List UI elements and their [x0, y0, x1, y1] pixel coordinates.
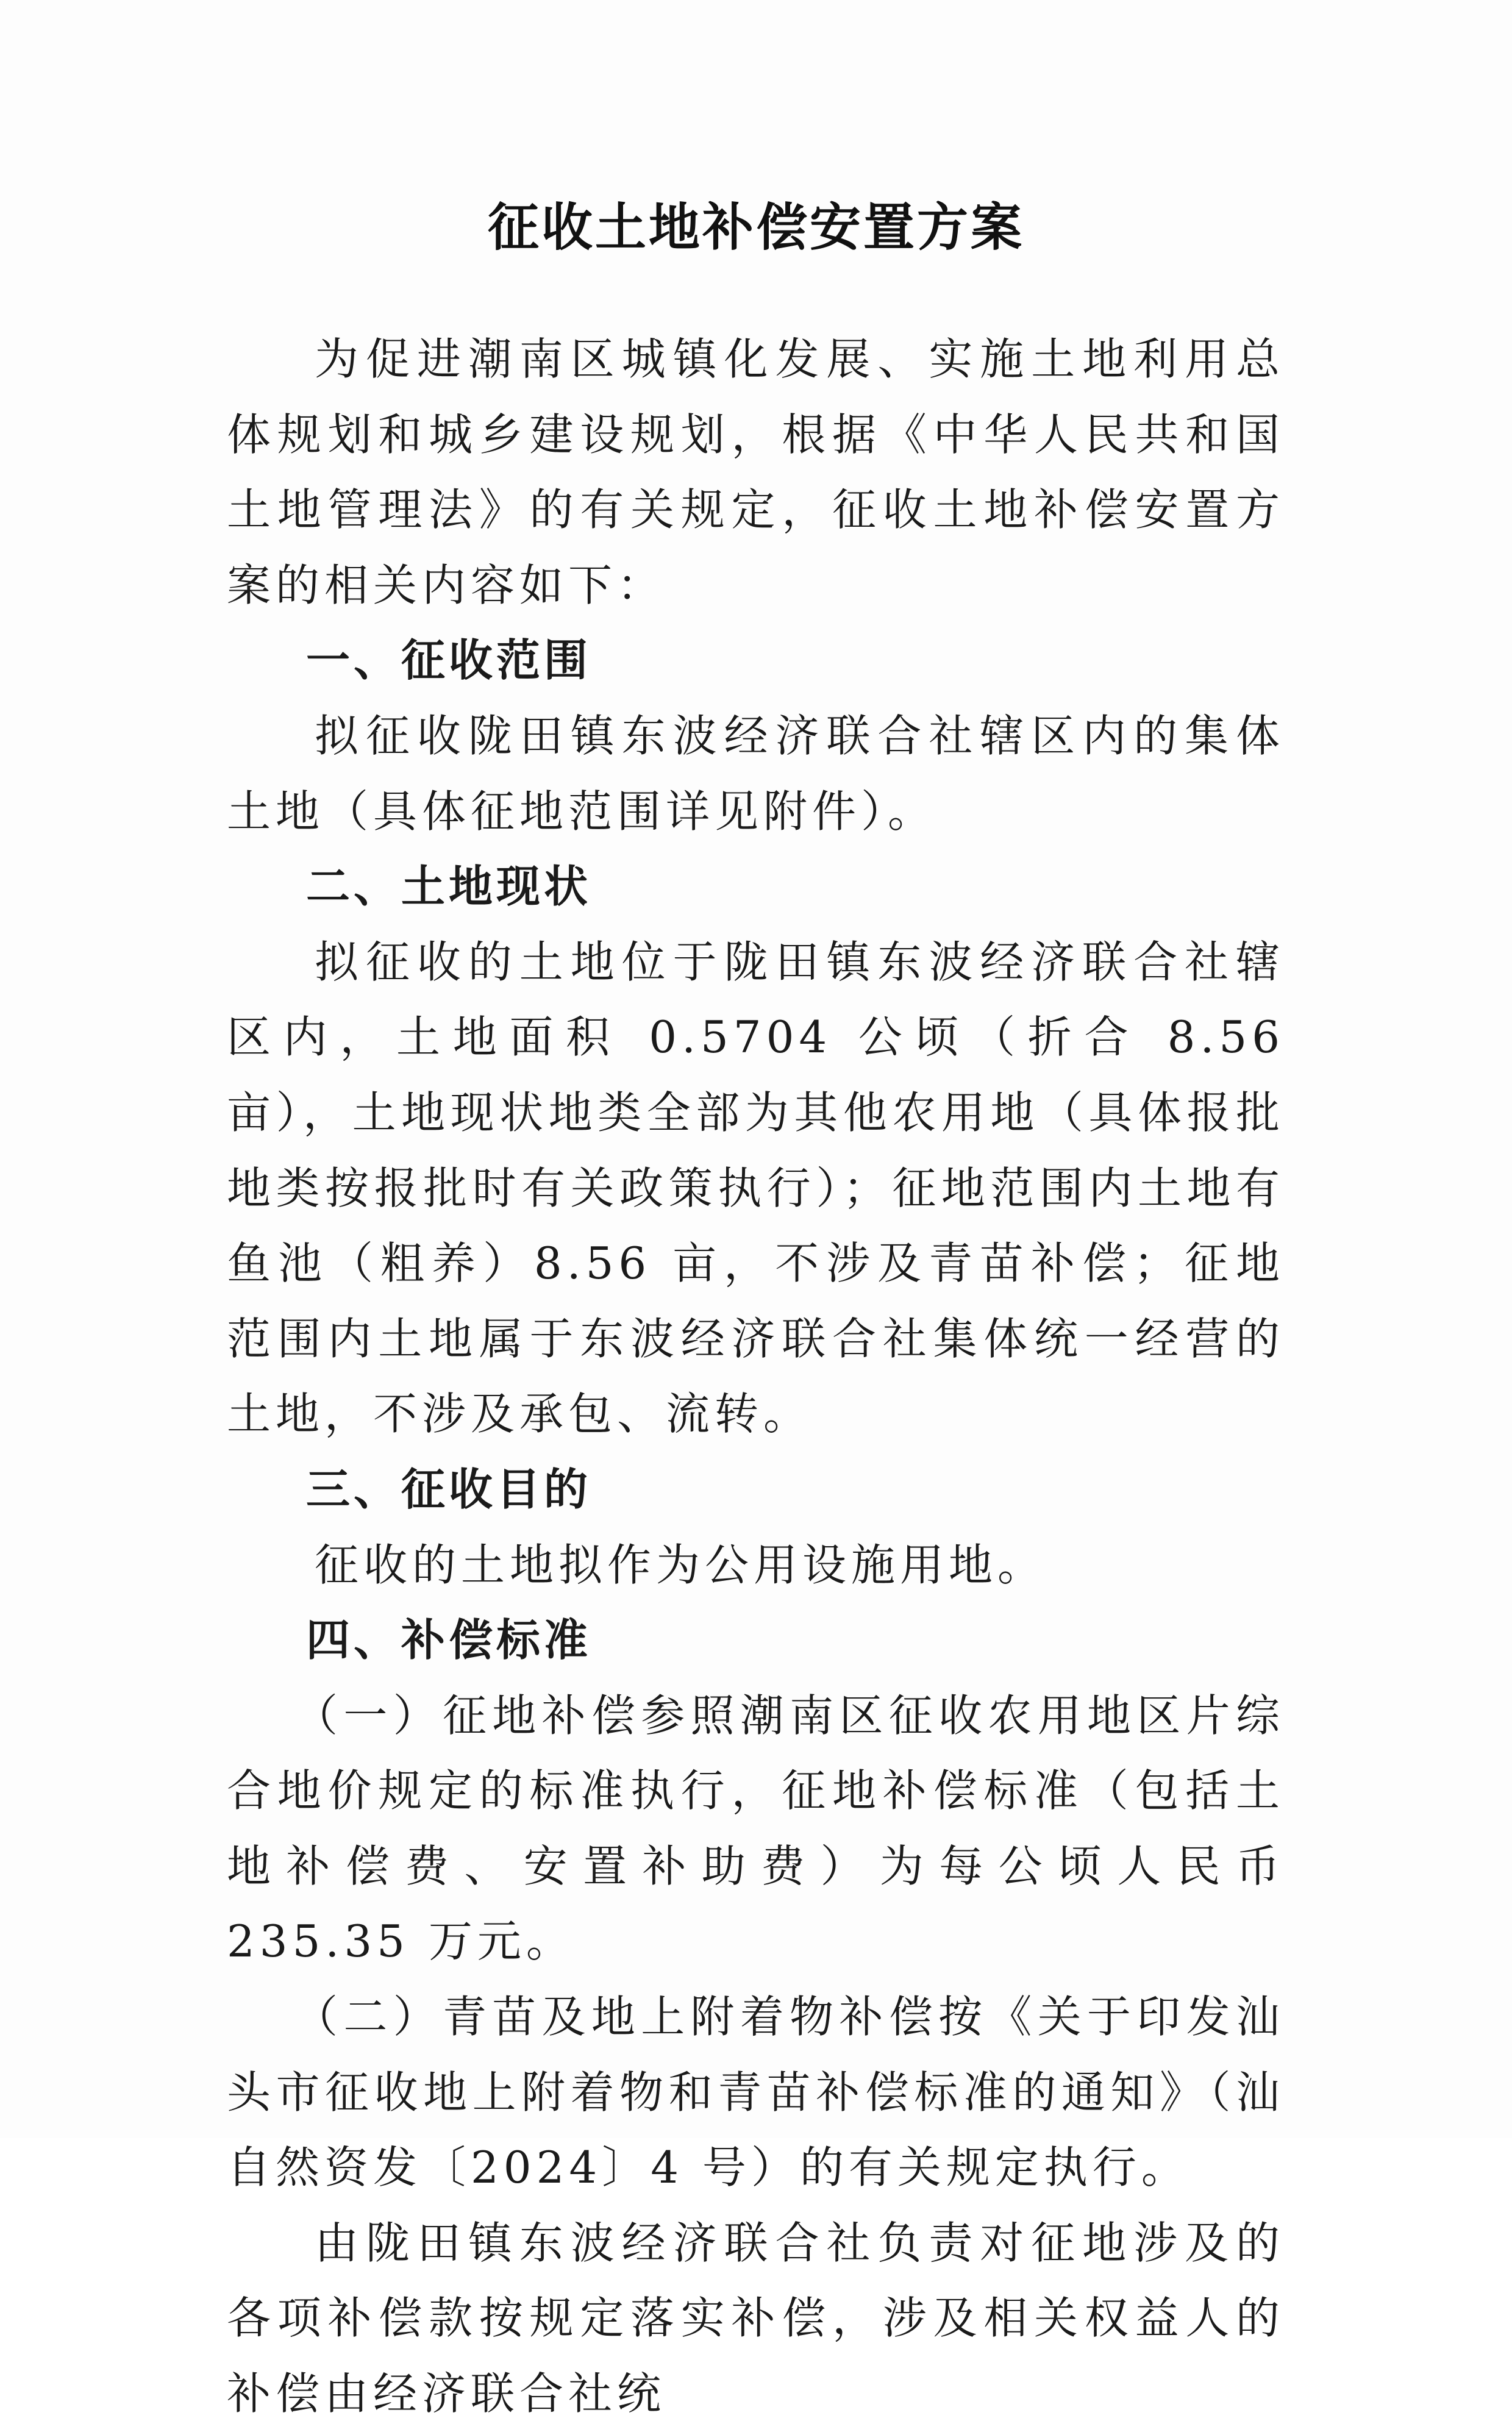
section-body-status: 拟征收的土地位于陇田镇东波经济联合社辖区内，土地面积 0.5704 公顷（折合 8.56 亩），土地现状地类全部为其他农用地（具体报批地类按报批时有关政策执行）；征地范围内土地有鱼池（粗养）8.56 亩，不涉及青苗补偿；征地范围内土地属于东波经济联合社集体统一经营的土地，不涉及承包、流转。: [227, 936, 1285, 1440]
section-heading-standard: 四、补偿标准: [306, 1614, 592, 1666]
closing-paragraph: 由陇田镇东波经济联合社负责对征地涉及的各项补偿款按规定落实补偿，涉及相关权益人的补偿由经济联合社统: [227, 2217, 1285, 2420]
section-heading-scope: 一、征收范围: [306, 635, 592, 686]
document-title: 征收土地补偿安置方案: [487, 198, 1024, 257]
section-body-purpose: 征收的土地拟作为公用设施用地。: [315, 1539, 1047, 1591]
section-body-scope: 拟征收陇田镇东波经济联合社辖区内的集体土地（具体征地范围详见附件）。: [227, 710, 1285, 837]
document-body: [227, 322, 1285, 2432]
standard-item-2: （二）青苗及地上附着物补偿按《关于印发汕头市征收地上附着物和青苗补偿标准的通知》（汕自然资发〔2024〕4 号）的有关规定执行。: [227, 1991, 1285, 2194]
intro-paragraph: 为促进潮南区城镇化发展、实施土地利用总体规划和城乡建设规划，根据《中华人民共和国土地管理法》的有关规定，征收土地补偿安置方案的相关内容如下：: [227, 333, 1285, 611]
standard-item-1: （一）征地补偿参照潮南区征收农用地区片综合地价规定的标准执行，征地补偿标准（包括土地补偿费、安置补助费）为每公顷人民币 235.35 万元。: [227, 1689, 1285, 1967]
section-heading-purpose: 三、征收目的: [306, 1463, 592, 1515]
section-heading-status: 二、土地现状: [306, 861, 592, 913]
